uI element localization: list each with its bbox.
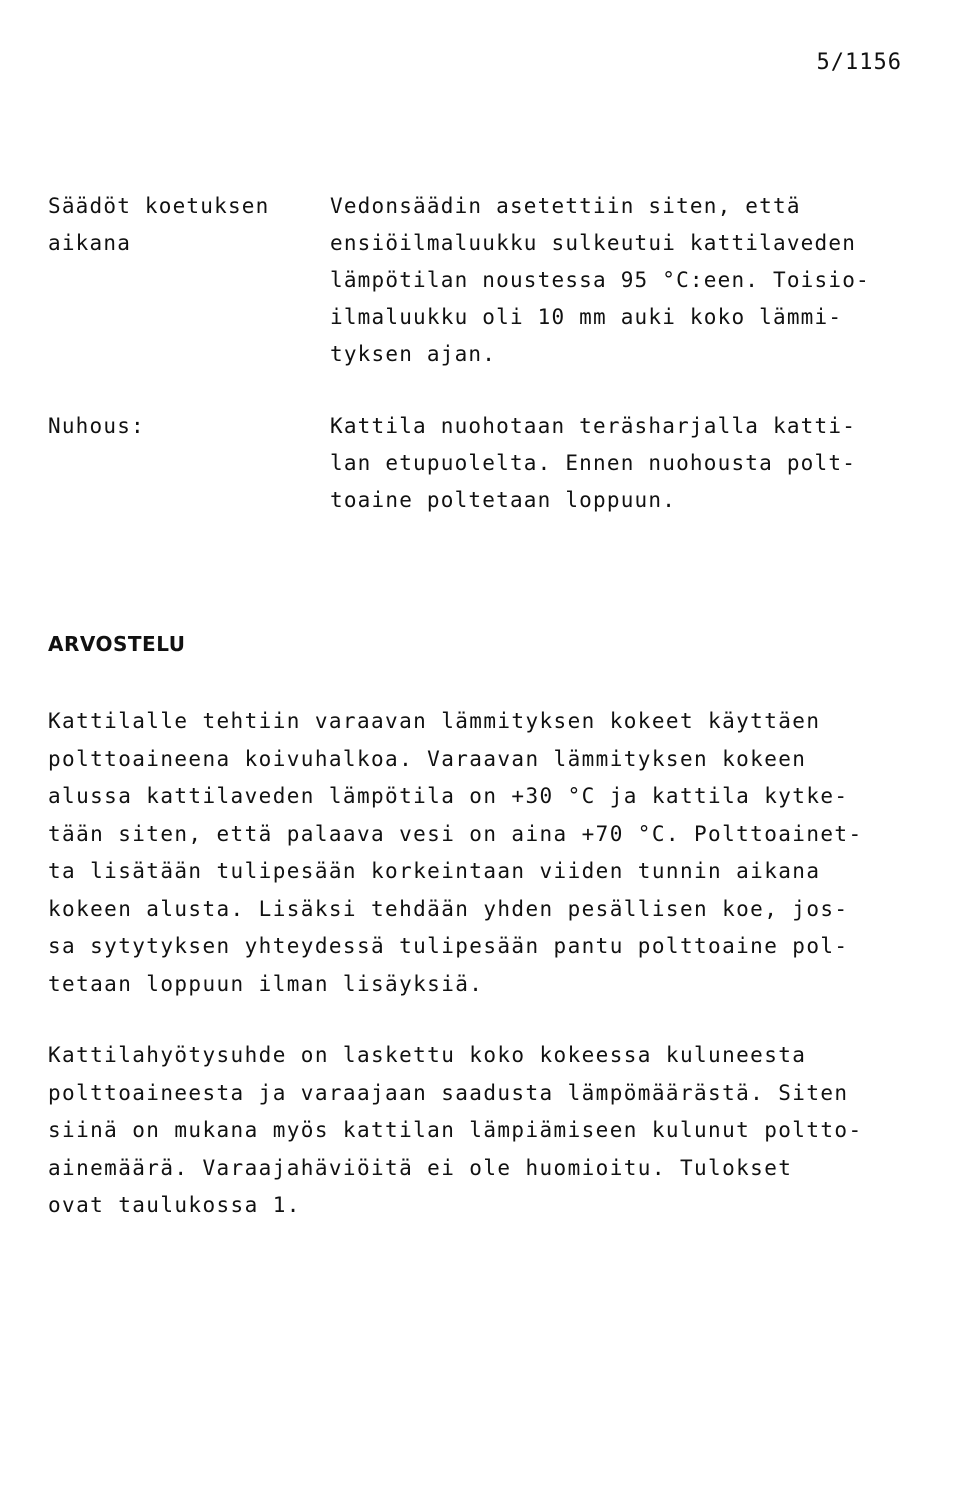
sweeping-section: [48, 408, 908, 519]
efficiency-paragraph: [48, 1037, 928, 1225]
paragraph-line: Kattilahyötysuhde on laskettu koko kokeessa kuluneesta: [48, 1043, 807, 1067]
text-line: Vedonsäädin asetettiin siten, että: [330, 194, 801, 218]
text-line: lämpötilan noustessa 95 °C:een. Toisio-: [330, 268, 870, 292]
settings-label-line: Säädöt koetuksen: [48, 194, 270, 218]
text-line: ilmaluukku oli 10 mm auki koko lämmi-: [330, 305, 843, 329]
paragraph-line: Kattilalle tehtiin varaavan lämmityksen kokeet käyttäen: [48, 709, 821, 733]
text-line: toaine poltetaan loppuun.: [330, 488, 677, 512]
evaluation-paragraph: [48, 703, 928, 1003]
paragraph-line: siinä on mukana myös kattilan lämpiämiseen kulunut poltto-: [48, 1118, 863, 1142]
text-line: lan etupuolelta. Ennen nuohousta polt-: [330, 451, 857, 475]
paragraph-line: ovat taulukossa 1.: [48, 1193, 301, 1217]
paragraph-line: alussa kattilaveden lämpötila on +30 °C ja kattila kytke-: [48, 784, 849, 808]
paragraph-line: sa sytytyksen yhteydessä tulipesään pantu polttoaine pol-: [48, 934, 849, 958]
paragraph-line: kokeen alusta. Lisäksi tehdään yhden pesällisen koe, jos-: [48, 896, 849, 921]
paragraph-line: tetaan loppuun ilman lisäyksiä.: [48, 971, 484, 996]
paragraph-line: polttoaineena koivuhalkoa. Varaavan lämmityksen kokeen: [48, 746, 807, 771]
sweeping-label-line: Nuhous:: [48, 414, 145, 438]
section-heading: ARVOSTELU: [48, 632, 186, 656]
page-number: 5/1156: [816, 50, 902, 75]
text-line: Kattila nuohotaan teräsharjalla katti-: [330, 414, 857, 438]
text-line: ensiöilmaluukku sulkeutui kattilaveden: [330, 231, 857, 255]
settings-text: [330, 188, 908, 373]
paragraph-line: polttoaineesta ja varaajaan saadusta lämpömäärästä. Siten: [48, 1080, 849, 1105]
text-line: tyksen ajan.: [330, 342, 497, 366]
sweeping-text: [330, 408, 908, 519]
sweeping-label: [48, 408, 330, 519]
settings-label-line: aikana: [48, 231, 132, 255]
paragraph-line: ta lisätään tulipesään korkeintaan viiden tunnin aikana: [48, 859, 821, 883]
paragraph-line: tään siten, että palaava vesi on aina +70 °C. Polttoainet-: [48, 821, 863, 846]
paragraph-line: ainemäärä. Varaajahäviöitä ei ole huomioitu. Tulokset: [48, 1155, 793, 1180]
settings-section: [48, 188, 908, 373]
settings-label: [48, 188, 330, 373]
